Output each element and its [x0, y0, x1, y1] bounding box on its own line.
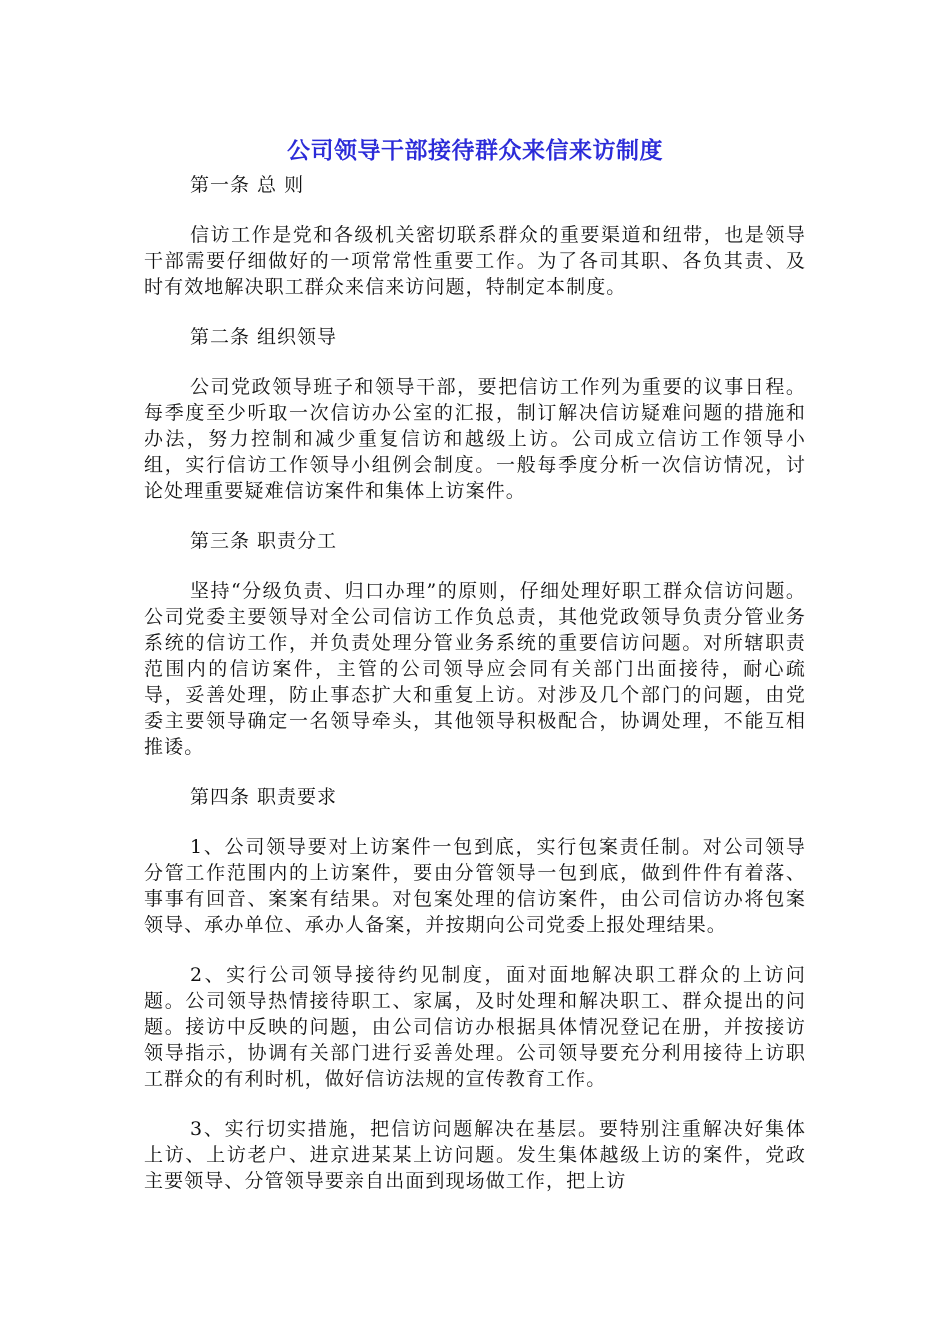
- section-4-paragraph-3: 3、实行切实措施，把信访问题解决在基层。要特别注重解决好集体上访、上访老户、进京进某某上访问题。发生集体越级上访的案件，党政主要领导、分管领导要亲自出面到现场做工作，把上访: [144, 1118, 806, 1192]
- section-4-paragraph-1: 1、公司领导要对上访案件一包到底，实行包案责任制。对公司领导分管工作范围内的上访案件，要由分管领导一包到底，做到件件有着落、事事有回音、案案有结果。对包案处理的信访案件，由公司信访办将包案领导、承办单位、承办人备案，并按期向公司党委上报处理结果。: [144, 836, 806, 936]
- section-heading-1: 第一条 总 则: [190, 174, 305, 196]
- section-3-paragraph-1: 坚持“分级负责、归口办理”的原则，仔细处理好职工群众信访问题。公司党委主要领导对全公司信访工作负总责，其他党政领导负责分管业务系统的信访工作，并负责处理分管业务系统的重要信访问题。对所辖职责范围内的信访案件，主管的公司领导应会同有关部门出面接待，耐心疏导，妥善处理，防止事态扩大和重复上访。对涉及几个部门的问题，由党委主要领导确定一名领导牵头，其他领导积极配合，协调处理，不能互相推诿。: [144, 580, 806, 758]
- section-2-paragraph-1: 公司党政领导班子和领导干部，要把信访工作列为重要的议事日程。每季度至少听取一次信访办公室的汇报，制订解决信访疑难问题的措施和办法，努力控制和减少重复信访和越级上访。公司成立信访工作领导小组，实行信访工作领导小组例会制度。一般每季度分析一次信访情况，讨论处理重要疑难信访案件和集体上访案件。: [144, 376, 806, 502]
- section-4-paragraph-2: 2、实行公司领导接待约见制度，面对面地解决职工群众的上访问题。公司领导热情接待职工、家属，及时处理和解决职工、群众提出的问题。接访中反映的问题，由公司信访办根据具体情况登记在册，并按接访领导指示，协调有关部门进行妥善处理。公司领导要充分利用接待上访职工群众的有利时机，做好信访法规的宣传教育工作。: [144, 964, 806, 1090]
- section-heading-2: 第二条 组织领导: [190, 326, 338, 348]
- section-heading-3: 第三条 职责分工: [190, 530, 338, 552]
- document-title: 公司领导干部接待群众来信来访制度: [287, 138, 663, 164]
- document-page: [144, 134, 806, 1194]
- section-1-paragraph-1: 信访工作是党和各级机关密切联系群众的重要渠道和纽带，也是领导干部需要仔细做好的一项常常性重要工作。为了各司其职、各负其责、及时有效地解决职工群众来信来访问题，特制定本制度。: [144, 224, 806, 298]
- section-heading-4: 第四条 职责要求: [190, 786, 338, 808]
